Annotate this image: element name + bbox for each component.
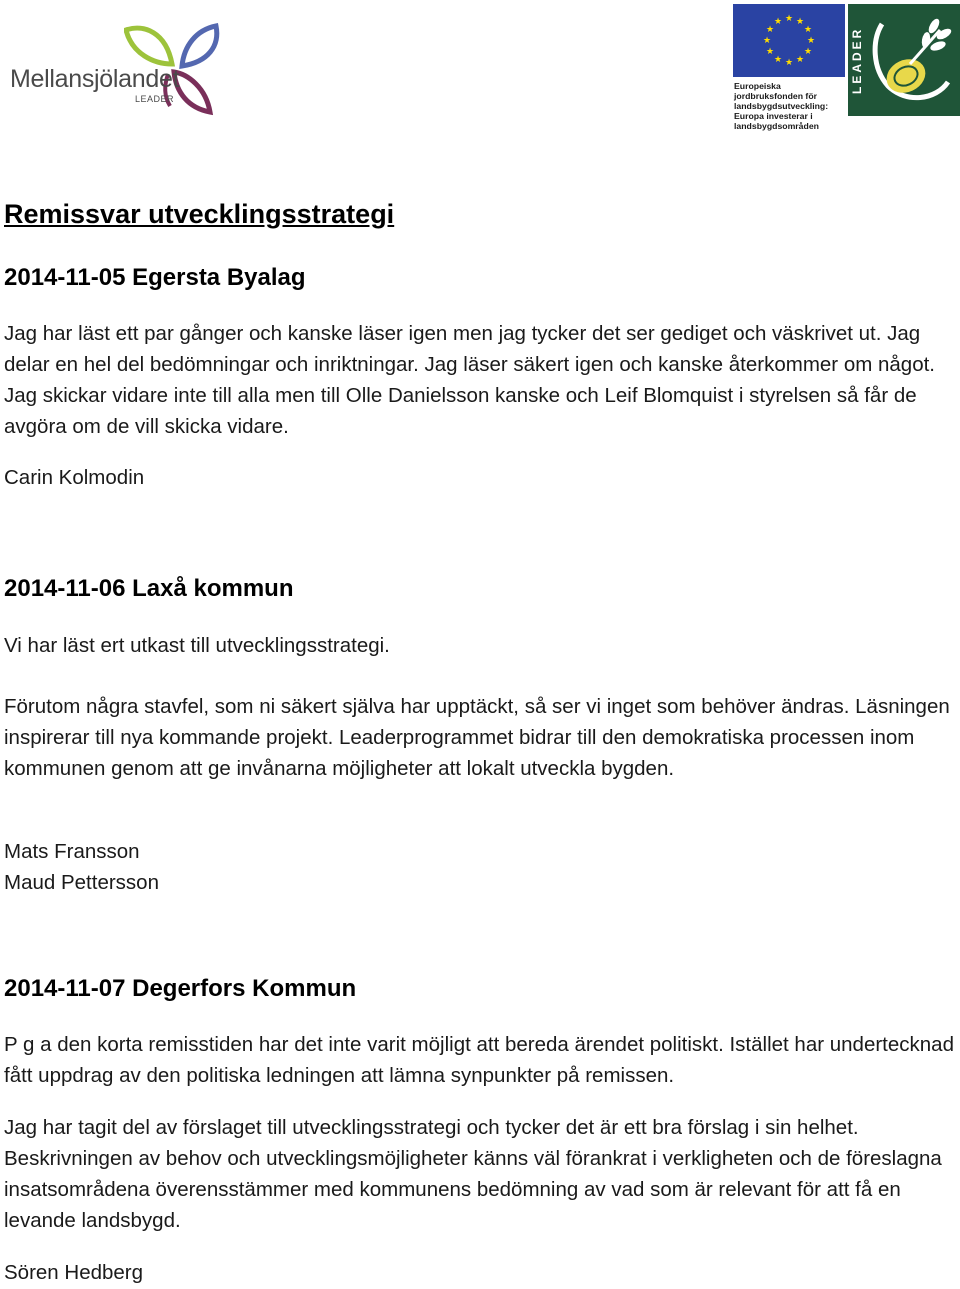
document-title: Remissvar utvecklingsstrategi — [4, 199, 395, 229]
svg-text:★: ★ — [803, 47, 813, 57]
svg-text:★: ★ — [765, 47, 775, 57]
svg-text:★: ★ — [784, 14, 794, 24]
paragraph: Förutom några stavfel, som ni säkert själva har upptäckt, så ser vi inget som behöver ändras. Läsningen inspirerar till nya kommande projekt. Leaderprogrammet bidrar till den demokratiska processen inom kommunen genom att ge invånarna möjligheter att lokalt utveckla bygden. — [4, 695, 950, 780]
eu-logo — [733, 4, 845, 131]
paragraph: Vi har läst ert utkast till utvecklingsstrategi. — [4, 634, 390, 657]
paragraph: Jag har läst ett par gånger och kanske läser igen men jag tycker det ser gediget och väskrivet ut. Jag delar en hel del bedömningar och inriktningar. Jag läser säkert igen och kanske återkommer om något. Jag skickar vidare inte till alla men till Olle Danielsson kanske och Leif Blomquist i styrelsen så får de avgöra om de vill skicka vidare. — [4, 322, 935, 438]
signature: Maud Pettersson — [4, 871, 159, 894]
svg-text:★: ★ — [795, 55, 805, 65]
svg-text:★: ★ — [762, 36, 772, 46]
svg-text:★: ★ — [795, 17, 805, 27]
svg-text:★: ★ — [773, 55, 783, 65]
leader-label: LEADER — [850, 26, 864, 94]
svg-text:★: ★ — [803, 25, 813, 35]
eu-flag-icon — [733, 4, 845, 77]
svg-text:★: ★ — [773, 17, 783, 27]
signature: Mats Fransson — [4, 840, 140, 863]
section-heading: 2014-11-06 Laxå kommun — [4, 575, 294, 602]
signature: Carin Kolmodin — [4, 466, 145, 489]
signature: Sören Hedberg — [4, 1261, 144, 1284]
eu-caption: Europeiska jordbruksfonden för landsbygdsutveckling: Europa investerar i landsbygdsområden — [734, 81, 829, 131]
paragraph: P g a den korta remisstiden har det inte varit möjligt att bereda ärendet politiskt. Istället har undertecknad fått uppdrag av den politiska ledningen att lämna synpunkter på remissen. — [4, 1033, 954, 1087]
paragraph: Jag har tagit del av förslaget till utvecklingsstrategi och tycker det är ett bra förslag i sin helhet. Beskrivningen av behov och utvecklingsmöjligheter känns väl förankrat i verkligheten och de föreslagna insatsområdena överensstämmer med kommunens bedömning av vad som är relevant för att få en levande landsbygd. — [4, 1116, 942, 1232]
section-heading: 2014-11-05 Egersta Byalag — [4, 264, 306, 291]
page-header — [0, 0, 960, 131]
leader-emblem-icon — [848, 4, 960, 116]
svg-text:★: ★ — [806, 36, 816, 46]
logo-name: Mellansjölandet — [10, 65, 180, 93]
svg-text:★: ★ — [765, 25, 775, 35]
svg-text:★: ★ — [784, 58, 794, 68]
section-heading: 2014-11-07 Degerfors Kommun — [4, 975, 357, 1002]
mellansjolandet-logo — [4, 22, 236, 118]
leader-logo — [848, 4, 960, 116]
eu-stars-icon — [733, 4, 845, 77]
logo-sub: LEADER — [135, 94, 175, 104]
